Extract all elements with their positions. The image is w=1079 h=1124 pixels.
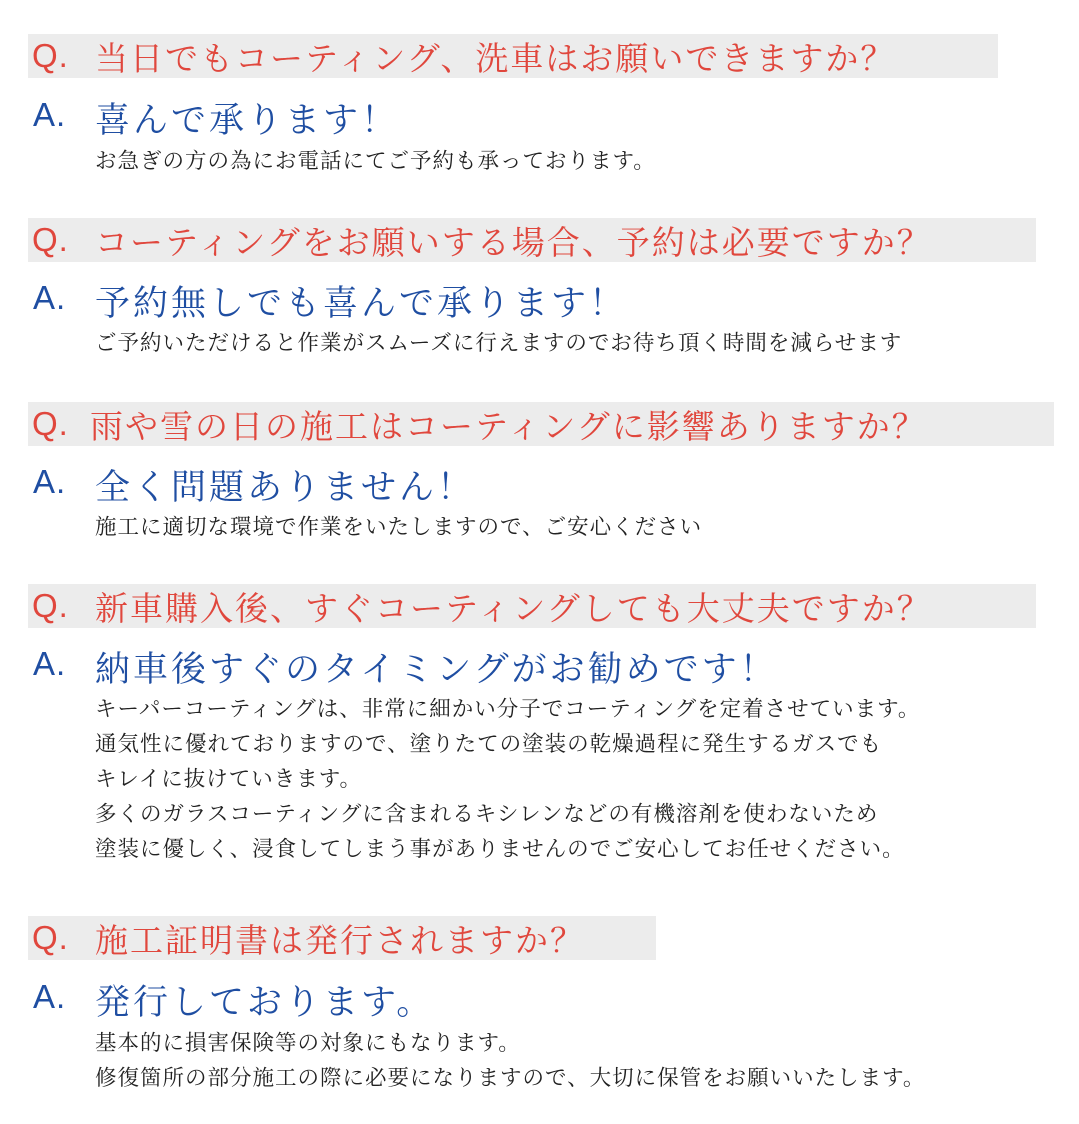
answer-text: 納車後すぐのタイミングがお勧めです！ bbox=[95, 650, 778, 690]
question-marker: Q. bbox=[32, 405, 69, 442]
question-text: コーティングをお願いする場合、予約は必要ですか？ bbox=[95, 222, 932, 262]
question-bar bbox=[28, 402, 1054, 446]
answer-text: 発行しております。 bbox=[95, 983, 435, 1023]
question-marker: Q. bbox=[32, 37, 69, 74]
question-bar bbox=[28, 584, 1036, 628]
answer-detail bbox=[95, 692, 920, 867]
answer-text: 予約無しでも喜んで承ります！ bbox=[95, 284, 628, 324]
answer-marker: A. bbox=[33, 978, 67, 1015]
detail-line: お急ぎの方の為にお電話にてご予約も承っております。 bbox=[95, 149, 656, 174]
answer-text: 全く問題ありません！ bbox=[95, 468, 476, 508]
answer-detail bbox=[95, 510, 702, 545]
question-text: 施工証明書は発行されますか？ bbox=[95, 920, 585, 960]
question-marker: Q. bbox=[32, 919, 69, 956]
detail-line: 基本的に損害保険等の対象にもなります。 bbox=[95, 1031, 521, 1056]
answer-detail bbox=[95, 144, 656, 179]
answer-marker: A. bbox=[33, 279, 67, 316]
answer-text: 喜んで承ります！ bbox=[95, 101, 400, 141]
question-bar bbox=[28, 34, 998, 78]
detail-line: 施工に適切な環境で作業をいたしますので、ご安心ください bbox=[95, 515, 703, 540]
detail-line: キレイに抜けていきます。 bbox=[95, 767, 362, 792]
question-marker: Q. bbox=[32, 587, 69, 624]
detail-line: 修復箇所の部分施工の際に必要になりますので、大切に保管をお願いいたします。 bbox=[95, 1066, 926, 1091]
answer-detail bbox=[95, 1026, 925, 1096]
detail-line: 塗装に優しく、浸食してしまう事がありませんのでご安心してお任せください。 bbox=[95, 837, 905, 862]
answer-marker: A. bbox=[33, 96, 67, 133]
question-text: 当日でもコーティング、洗車はお願いできますか？ bbox=[95, 38, 896, 78]
question-text: 雨や雪の日の施工はコーティングに影響ありますか？ bbox=[90, 406, 927, 446]
detail-line: キーパーコーティングは、非常に細かい分子でコーティングを定着させています。 bbox=[95, 697, 921, 722]
answer-marker: A. bbox=[33, 463, 67, 500]
question-bar bbox=[28, 218, 1036, 262]
answer-marker: A. bbox=[33, 645, 67, 682]
question-marker: Q. bbox=[32, 221, 69, 258]
detail-line: 通気性に優れておりますので、塗りたての塗装の乾燥過程に発生するガスでも bbox=[95, 732, 883, 757]
question-text: 新車購入後、すぐコーティングしても大丈夫ですか？ bbox=[95, 588, 932, 628]
answer-detail bbox=[95, 326, 902, 361]
question-bar bbox=[28, 916, 656, 960]
detail-line: 多くのガラスコーティングに含まれるキシレンなどの有機溶剤を使わないため bbox=[95, 802, 879, 827]
detail-line: ご予約いただけると作業がスムーズに行えますのでお待ち頂く時間を減らせます bbox=[95, 331, 903, 356]
